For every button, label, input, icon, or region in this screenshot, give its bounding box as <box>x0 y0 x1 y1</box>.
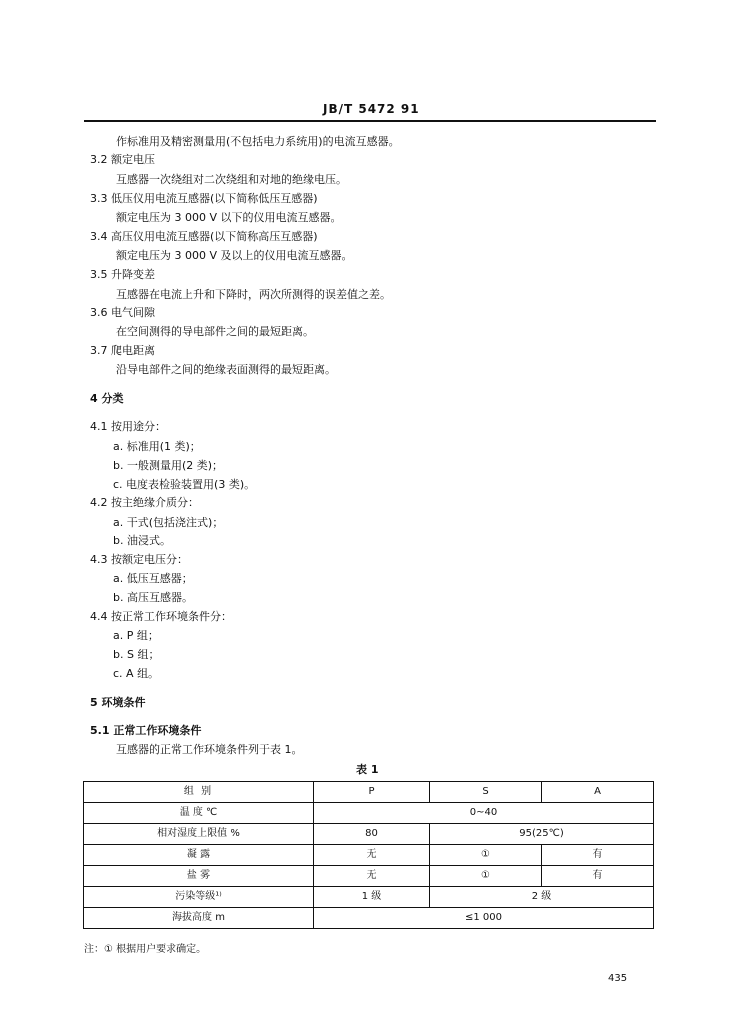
text-line: 互感器在电流上升和下降时，两次所测得的误差值之差。 <box>116 288 391 301</box>
list-item: b. S 组； <box>113 648 160 661</box>
table-row <box>84 887 654 908</box>
clause-heading: 3.3 低压仪用电流互感器(以下简称低压互感器) <box>90 192 318 205</box>
humidity-p-value: 80 <box>314 824 430 845</box>
salt-fog-a-value: 有 <box>542 866 654 887</box>
text-line: 互感器的正常工作环境条件列于表 1。 <box>116 743 303 756</box>
table-header-row <box>84 782 654 803</box>
section-heading: 5 环境条件 <box>90 696 146 709</box>
section-heading: 4 分类 <box>90 392 124 405</box>
condensation-a-value: 有 <box>542 845 654 866</box>
list-item: a. 低压互感器； <box>113 572 193 585</box>
pollution-p-value: 1 级 <box>314 887 430 908</box>
table-row <box>84 824 654 845</box>
table-caption: 表 1 <box>356 763 379 776</box>
table-row <box>84 803 654 824</box>
altitude-label: 海拔高度 m <box>84 908 314 929</box>
text-line: 互感器一次绕组对二次绕组和对地的绝缘电压。 <box>116 173 347 186</box>
group-a-cell: A <box>542 782 654 803</box>
clause-heading: 4.1 按用途分： <box>90 420 166 433</box>
salt-fog-label: 盐 雾 <box>84 866 314 887</box>
salt-fog-p-value: 无 <box>314 866 430 887</box>
condensation-s-value: ① <box>430 845 542 866</box>
list-item: b. 油浸式。 <box>113 534 171 547</box>
pollution-label: 污染等级¹⁾ <box>84 887 314 908</box>
clause-heading: 3.4 高压仪用电流互感器(以下简称高压互感器) <box>90 230 318 243</box>
condensation-label: 凝 露 <box>84 845 314 866</box>
list-item: a. P 组； <box>113 629 159 642</box>
temperature-label: 温 度 ℃ <box>84 803 314 824</box>
humidity-sa-value: 95(25℃) <box>430 824 654 845</box>
text-line: 在空间测得的导电部件之间的最短距离。 <box>116 325 314 338</box>
clause-heading: 4.2 按主绝缘介质分： <box>90 496 199 509</box>
altitude-value: ≤1 000 <box>314 908 654 929</box>
clause-heading: 3.2 额定电压 <box>90 153 155 166</box>
environment-table <box>83 781 654 929</box>
standard-number: JB/T 5472 91 <box>323 102 420 116</box>
clause-heading: 4.4 按正常工作环境条件分： <box>90 610 232 623</box>
pollution-sa-value: 2 级 <box>430 887 654 908</box>
clause-heading: 3.6 电气间隙 <box>90 306 155 319</box>
table-row <box>84 845 654 866</box>
clause-heading: 4.3 按额定电压分： <box>90 553 188 566</box>
condensation-p-value: 无 <box>314 845 430 866</box>
list-item: a. 干式(包括浇注式)； <box>113 516 224 529</box>
temperature-value: 0~40 <box>314 803 654 824</box>
group-label-cell: 组 别 <box>84 782 314 803</box>
table-footnote: 注：① 根据用户要求确定。 <box>84 944 207 955</box>
page-number: 435 <box>608 973 628 984</box>
group-s-cell: S <box>430 782 542 803</box>
header-rule <box>84 120 656 122</box>
list-item: b. 一般测量用(2 类)； <box>113 459 224 472</box>
clause-heading: 3.7 爬电距离 <box>90 344 155 357</box>
list-item: c. 电度表检验装置用(3 类)。 <box>113 478 256 491</box>
group-p-cell: P <box>314 782 430 803</box>
list-item: c. A 组。 <box>113 667 160 680</box>
clause-heading: 3.5 升降变差 <box>90 268 155 281</box>
table-row <box>84 866 654 887</box>
text-line: 沿导电部件之间的绝缘表面测得的最短距离。 <box>116 363 336 376</box>
list-item: b. 高压互感器。 <box>113 591 193 604</box>
list-item: a. 标准用(1 类)； <box>113 440 201 453</box>
text-line: 额定电压为 3 000 V 以下的仪用电流互感器。 <box>116 211 342 224</box>
text-line: 作标准用及精密测量用(不包括电力系统用)的电流互感器。 <box>116 135 400 148</box>
clause-heading: 5.1 正常工作环境条件 <box>90 724 202 737</box>
salt-fog-s-value: ① <box>430 866 542 887</box>
text-line: 额定电压为 3 000 V 及以上的仪用电流互感器。 <box>116 249 353 262</box>
table-row <box>84 908 654 929</box>
humidity-label: 相对湿度上限值 % <box>84 824 314 845</box>
